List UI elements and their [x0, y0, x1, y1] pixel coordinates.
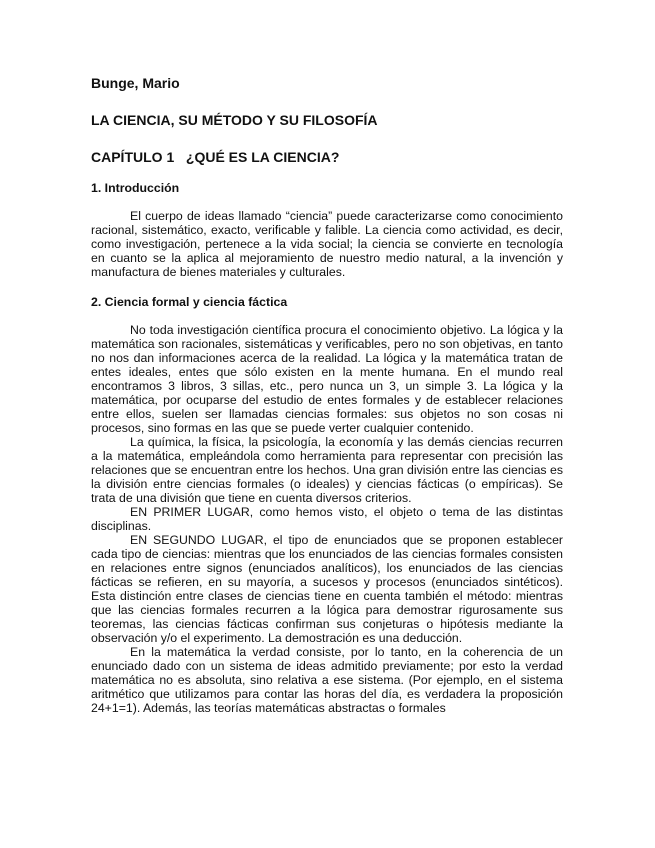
- section-ciencia-formal-factica: [91, 294, 563, 715]
- author-name: Bunge, Mario: [91, 75, 180, 91]
- book-title: LA CIENCIA, SU MÉTODO Y SU FILOSOFÍA: [91, 112, 378, 128]
- paragraph: La química, la física, la psicología, la economía y las demás ciencias recurren a la matemática, empleándola como herramienta para representar con precisión las relaciones que se encuentran entre los hechos. Una gran división entre las ciencias es la división entre ciencias formales (o ideales) y ciencias fácticas (o empíricas). Se trata de una división que tiene en cuenta diversos criterios.: [91, 435, 563, 505]
- paragraph: No toda investigación científica procura el conocimiento objetivo. La lógica y la matemática son racionales, sistemáticas y verificables, pero no son objetivas, en tanto no nos dan informaciones acerca de la realidad. La lógica y la matemática tratan de entes ideales, entes que sólo existen en la mente humana. En el mundo real encontramos 3 libros, 3 sillas, etc., pero nunca un 3, un simple 3. La lógica y la matemática, por ocuparse del estudio de entes formales y de establecer relaciones entre ellos, suelen ser llamadas ciencias formales: sus objetos no son cosas ni procesos, sino formas en las que se puede verter cualquier contenido.: [91, 323, 563, 435]
- paragraph: El cuerpo de ideas llamado “ciencia” puede caracterizarse como conocimiento racional, sistemático, exacto, verificable y falible. La ciencia como actividad, es decir, como investigación, pertenece a la vida social; la ciencia se convierte en tecnología en cuanto se la aplica al mejoramiento de nuestro medio natural, a la invención y manufactura de bienes materiales y culturales.: [91, 209, 563, 279]
- paragraph: EN PRIMER LUGAR, como hemos visto, el objeto o tema de las distintas disciplinas.: [91, 505, 563, 533]
- paragraph: EN SEGUNDO LUGAR, el tipo de enunciados que se proponen establecer cada tipo de ciencias: mientras que los enunciados de las ciencias formales consisten en relaciones entre signos (enunciados analíticos), los enunciados de las ciencias fácticas se refieren, en su mayoría, a sucesos y procesos (enunciados sintéticos). Esta distinción entre clases de ciencias tiene en cuenta también el método: mientras que las ciencias formales recurren a la lógica para demostrar rigurosamente sus teoremas, las ciencias fácticas confirman sus conjeturas o hipótesis mediante la observación y/o el experimento. La demostración es una deducción.: [91, 533, 563, 645]
- document-page: [91, 74, 563, 715]
- section-heading: 2. Ciencia formal y ciencia fáctica: [91, 295, 288, 309]
- section-introduccion: [91, 180, 563, 279]
- paragraph: En la matemática la verdad consiste, por lo tanto, en la coherencia de un enunciado dado con un sistema de ideas admitido previamente; por esto la verdad matemática no es absoluta, sino relativa a ese sistema. (Por ejemplo, en el sistema aritmético que utilizamos para contar las horas del día, es verdadera la proposición 24+1=1). Además, las teorías matemáticas abstractas o formales: [91, 645, 563, 715]
- section-heading: 1. Introducción: [91, 181, 180, 195]
- spacer: [91, 279, 563, 294]
- chapter-title: CAPÍTULO 1 ¿QUÉ ES LA CIENCIA?: [91, 149, 340, 165]
